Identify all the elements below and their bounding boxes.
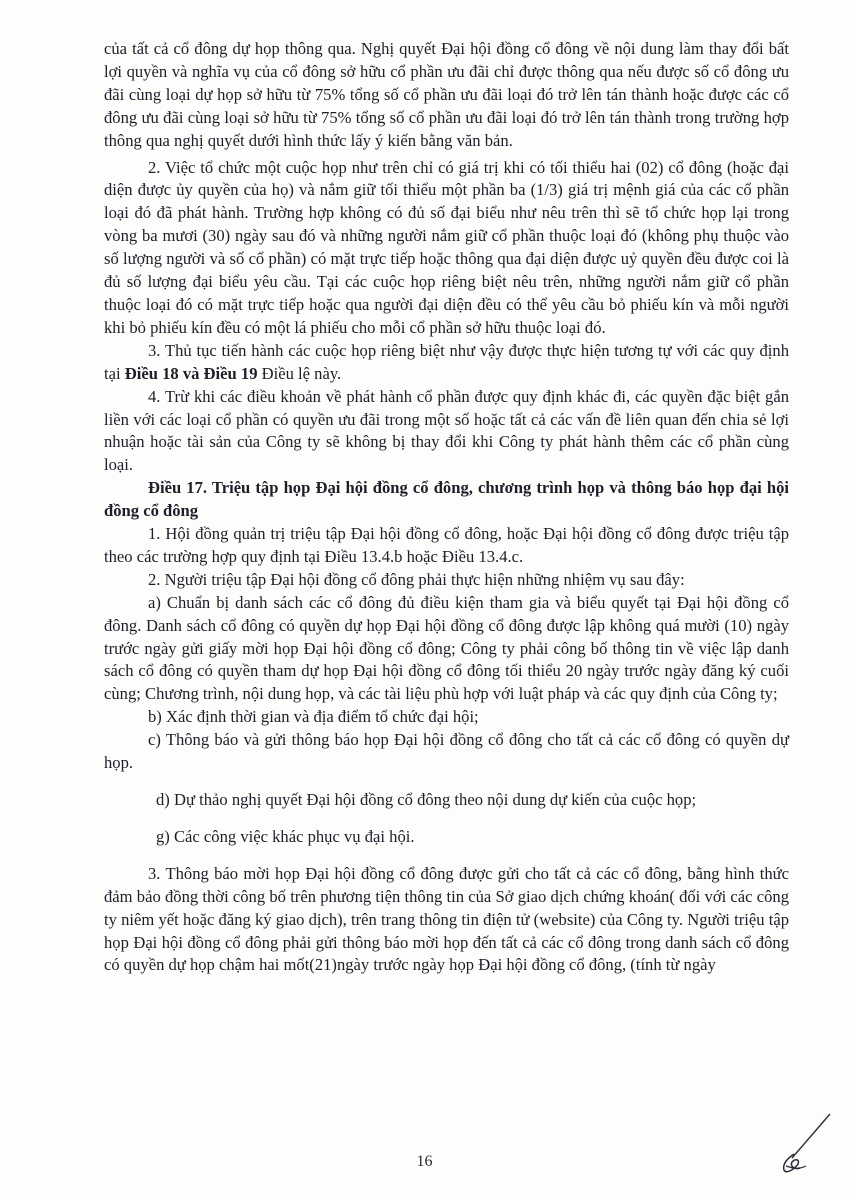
paragraph-item-a: a) Chuẩn bị danh sách các cổ đông đủ điều kiện tham gia và biểu quyết tại Đại hội đồng cổ đông. Danh sách cổ đông có quyền dự họp Đại hội đồng cổ đông được lập không quá mười (10) ngày trước ngày gửi giấy mời họp Đại hội đồng cổ đông; Công ty phải công bố thông tin về việc lập danh sách cổ đông có quyền tham dự họp Đại hội đồng cổ đông tối thiểu 20 ngày trước ngày đăng ký cuối cùng; Chương trình, nội dung họp, và các tài liệu phù hợp với luật pháp và các quy định của Công ty;	[104, 592, 789, 704]
paragraph-article17-clause-2: 2. Người triệu tập Đại hội đồng cổ đông phải thực hiện những nhiệm vụ sau đây:	[148, 569, 685, 589]
paragraph-item-b: b) Xác định thời gian và địa điểm tổ chức đại hội;	[148, 707, 479, 727]
paragraph-clause-4: 4. Trừ khi các điều khoản về phát hành cổ phần được quy định khác đi, các quyền đặc biệt gắn liền với các loại cổ phần có quyền ưu đãi trong một số hoặc tất cả các vấn đề liên quan đến chia sẻ lợi nhuận hoặc tài sản của Công ty sẽ không bị thay đổi khi Công ty phát hành thêm các cổ phần cùng loại.	[104, 386, 789, 475]
paragraph-continuation: của tất cả cổ đông dự họp thông qua. Nghị quyết Đại hội đồng cổ đông về nội dung làm thay đổi bất lợi quyền và nghĩa vụ của cổ đông sở hữu cổ phần ưu đãi chỉ được thông qua nếu được số cổ đông ưu đãi cùng loại dự họp sở hữu từ 75% tổng số cổ phần ưu đãi loại đó trở lên tán thành hoặc được các cổ đông ưu đãi cùng loại sở hữu từ 75% tổng số cổ phần ưu đãi loại đó trở lên tán thành trong trường hợp thông qua nghị quyết dưới hình thức lấy ý kiến bằng văn bản.	[104, 39, 789, 150]
clause-3-text-end: Điều lệ này.	[257, 363, 342, 383]
paragraph-item-g: g) Các công việc khác phục vụ đại hội.	[156, 826, 415, 846]
page-number: 16	[416, 1153, 433, 1170]
article-17-heading: Điều 17. Triệu tập họp Đại hội đồng cổ đông, chương trình họp và thông báo họp đại hội đồng cổ đông	[104, 478, 789, 521]
paragraph-item-c: c) Thông báo và gửi thông báo họp Đại hội đồng cổ đông cho tất cả các cổ đông có quyền dự họp.	[104, 730, 789, 773]
paragraph-article17-clause-3: 3. Thông báo mời họp Đại hội đồng cổ đông được gửi cho tất cả các cổ đông, bằng hình thức đảm bảo đồng thời công bố trên phương tiện thông tin của Sở giao dịch chứng khoán( đối với các công ty niêm yết hoặc đăng ký giao dịch), trên trang thông tin điện tử (website) của Công ty. Người triệu tập họp Đại hội đồng cổ đông phải gửi thông báo mời họp đến tất cả các cổ đông trong danh sách cổ đông có quyền dự họp chậm hai mốt(21)ngày trước ngày họp Đại hội đồng cổ đông, (tính từ ngày	[104, 863, 789, 975]
paragraph-item-d: d) Dự thảo nghị quyết Đại hội đồng cổ đông theo nội dung dự kiến của cuộc họp;	[156, 790, 697, 809]
paragraph-clause-3	[104, 340, 789, 386]
clause-3-bold-reference: Điều 18 và Điều 19	[124, 363, 258, 383]
paragraph-clause-2: 2. Việc tổ chức một cuộc họp như trên chỉ có giá trị khi có tối thiểu hai (02) cổ đông (hoặc đại diện được ủy quyền của họ) và nắm giữ tối thiểu một phần ba (1/3) giá trị mệnh giá của các cổ phần loại đó đã phát hành. Trường hợp không có đủ số đại biểu như nêu trên thì sẽ tổ chức họp lại trong vòng ba mươi (30) ngày sau đó và những người nắm giữ cổ phần thuộc loại đó (không phụ thuộc vào số lượng người và số cổ phần) có mặt trực tiếp hoặc thông qua đại diện được uỷ quyền đều được coi là đủ số lượng đại biểu yêu cầu. Tại các cuộc họp riêng biệt nêu trên, những người nắm giữ cổ phần thuộc loại đó có mặt trực tiếp hoặc qua người đại diện đều có thể yêu cầu bỏ phiếu kín và mỗi người khi bỏ phiếu kín đều có một lá phiếu cho mỗi cổ phần sở hữu thuộc loại đó.	[104, 157, 789, 337]
clause-3-text: 3. Thủ tục tiến hành các cuộc họp riêng biệt như vậy được thực hiện tương tự với các quy định tại	[104, 340, 789, 383]
document-body	[104, 38, 789, 977]
paragraph-article17-clause-1: 1. Hội đồng quản trị triệu tập Đại hội đồng cổ đông, hoặc Đại hội đồng cổ đông được triệu tập theo các trường hợp quy định tại Điều 13.4.b hoặc Điều 13.4.c.	[104, 524, 789, 566]
